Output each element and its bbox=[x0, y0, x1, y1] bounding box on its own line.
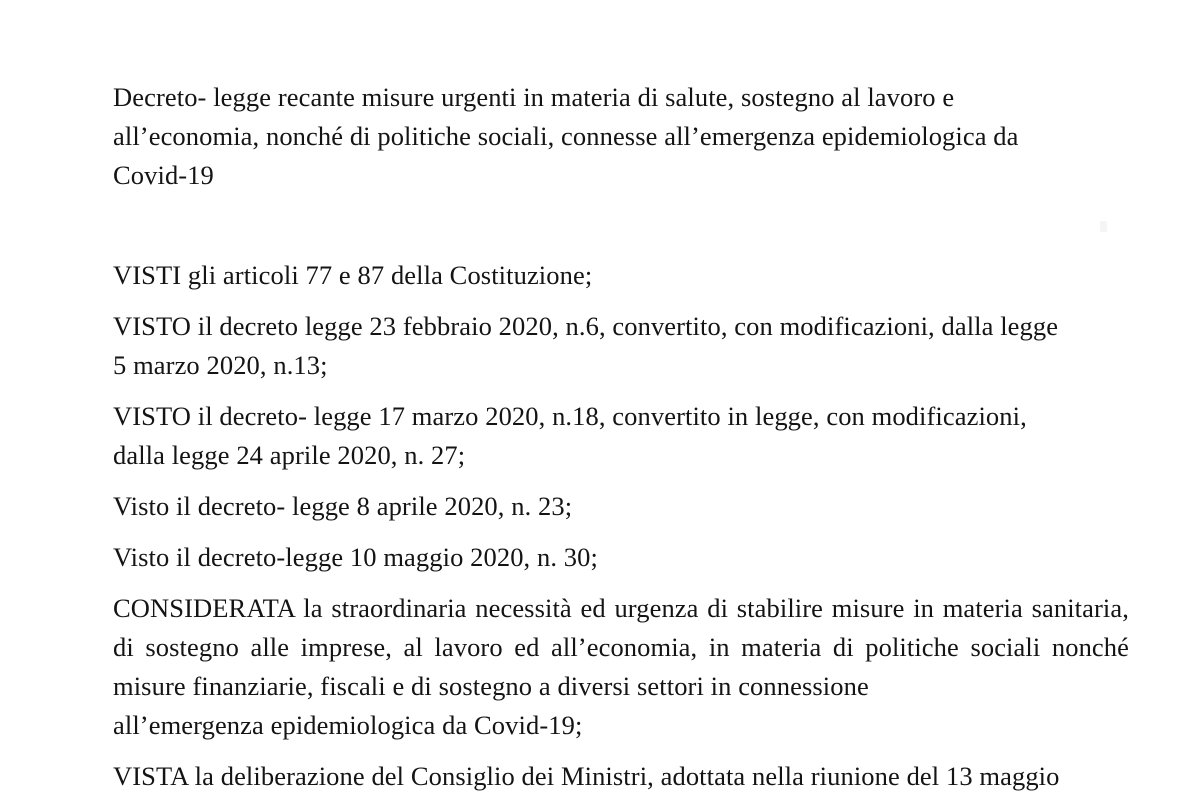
recital-line: sanitaria, di sostegno alle imprese, al lavoro ed all’economia, in materia di politiche bbox=[113, 593, 1129, 662]
recital-line: VISTO il decreto- legge 17 marzo 2020, n.18, convertito in legge, con modificazioni, bbox=[113, 401, 1027, 431]
title-line: Covid-19 bbox=[113, 160, 214, 190]
document-title bbox=[113, 78, 1129, 195]
recital-line: all’emergenza epidemiologica da Covid-19; bbox=[113, 710, 583, 740]
recital-line: sociali nonché misure finanziarie, fiscali e di sostegno a diversi settori in connessione bbox=[113, 632, 1129, 701]
recital-line: dalla legge 24 aprile 2020, n. 27; bbox=[113, 440, 466, 470]
recital-visti-articoli bbox=[113, 256, 1129, 295]
recital-visto-dl-23-2020 bbox=[113, 487, 1129, 526]
document-body bbox=[113, 0, 1129, 796]
title-line: all’economia, nonché di politiche sociali, connesse all’emergenza epidemiologica da bbox=[113, 121, 1019, 151]
recital-line: CONSIDERATA la straordinaria necessità ed urgenza di stabilire misure in materia bbox=[113, 593, 1023, 623]
recital-line: Visto il decreto-legge 10 maggio 2020, n. 30; bbox=[113, 542, 598, 572]
recitals-list bbox=[113, 256, 1129, 796]
recital-line: 5 marzo 2020, n.13; bbox=[113, 350, 328, 380]
recital-line: VISTO il decreto legge 23 febbraio 2020, n.6, convertito, con modificazioni, dalla legge bbox=[113, 311, 1059, 341]
recital-line: VISTA la deliberazione del Consiglio dei Ministri, adottata nella riunione del 13 maggio bbox=[113, 761, 1060, 791]
recital-vista-deliberazione-cdm bbox=[113, 757, 1129, 796]
recital-visto-dl-6-2020 bbox=[113, 307, 1129, 385]
recital-visto-dl-18-2020 bbox=[113, 397, 1129, 475]
title-line: Decreto- legge recante misure urgenti in materia di salute, sostegno al lavoro e bbox=[113, 82, 955, 112]
recital-line: Visto il decreto- legge 8 aprile 2020, n. 23; bbox=[113, 491, 573, 521]
recital-visto-dl-30-2020 bbox=[113, 538, 1129, 577]
recital-considerata-necessita bbox=[113, 589, 1129, 745]
recital-line: VISTI gli articoli 77 e 87 della Costituzione; bbox=[113, 260, 593, 290]
